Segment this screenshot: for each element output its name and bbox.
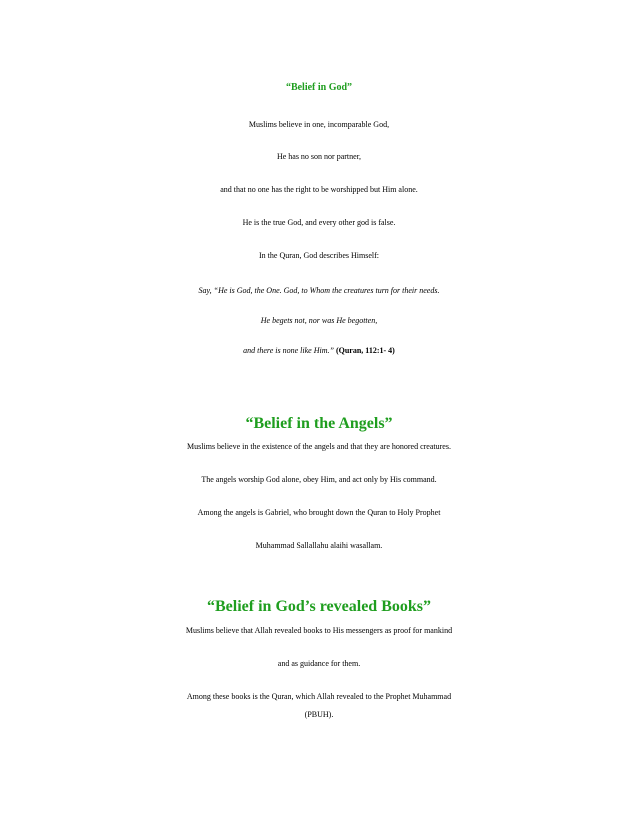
section-title-belief-in-angels: “Belief in the Angels”	[245, 415, 393, 432]
body-line: He is the true God, and every other god is false.	[242, 218, 396, 227]
body-line: Muslims believe in the existence of the angels and that they are honored creatures.	[187, 442, 451, 451]
body-line: and as guidance for them.	[277, 659, 361, 668]
body-line: In the Quran, God describes Himself:	[259, 251, 379, 260]
body-line: Muhammad Sallallahu alaihi wasallam.	[255, 541, 383, 550]
quran-citation: (Quran, 112:1- 4)	[335, 346, 395, 355]
quran-quote-last-line	[0, 346, 638, 356]
quran-quote-line: and there is none like Him.”	[243, 346, 334, 355]
body-line: and that no one has the right to be worshipped but Him alone.	[220, 185, 418, 194]
body-line: The angels worship God alone, obey Him, and act only by His command.	[201, 475, 437, 484]
body-line: Muslims believe that Allah revealed books to His messengers as proof for mankind	[185, 626, 453, 635]
quran-quote-line: Say, “He is God, the One. God, to Whom the creatures turn for their needs.	[198, 286, 440, 295]
section-title-belief-in-books: “Belief in God’s revealed Books”	[207, 598, 431, 615]
body-line: Muslims believe in one, incomparable God,	[248, 120, 390, 129]
section-title-belief-in-god: “Belief in God”	[285, 82, 353, 93]
body-line: Among the angels is Gabriel, who brought down the Quran to Holy Prophet	[197, 508, 441, 517]
body-line: (PBUH).	[304, 710, 334, 719]
quran-quote-line: He begets not, nor was He begotten,	[260, 316, 378, 325]
body-line: He has no son nor partner,	[276, 152, 362, 161]
body-line: Among these books is the Quran, which Allah revealed to the Prophet Muhammad	[186, 692, 452, 701]
